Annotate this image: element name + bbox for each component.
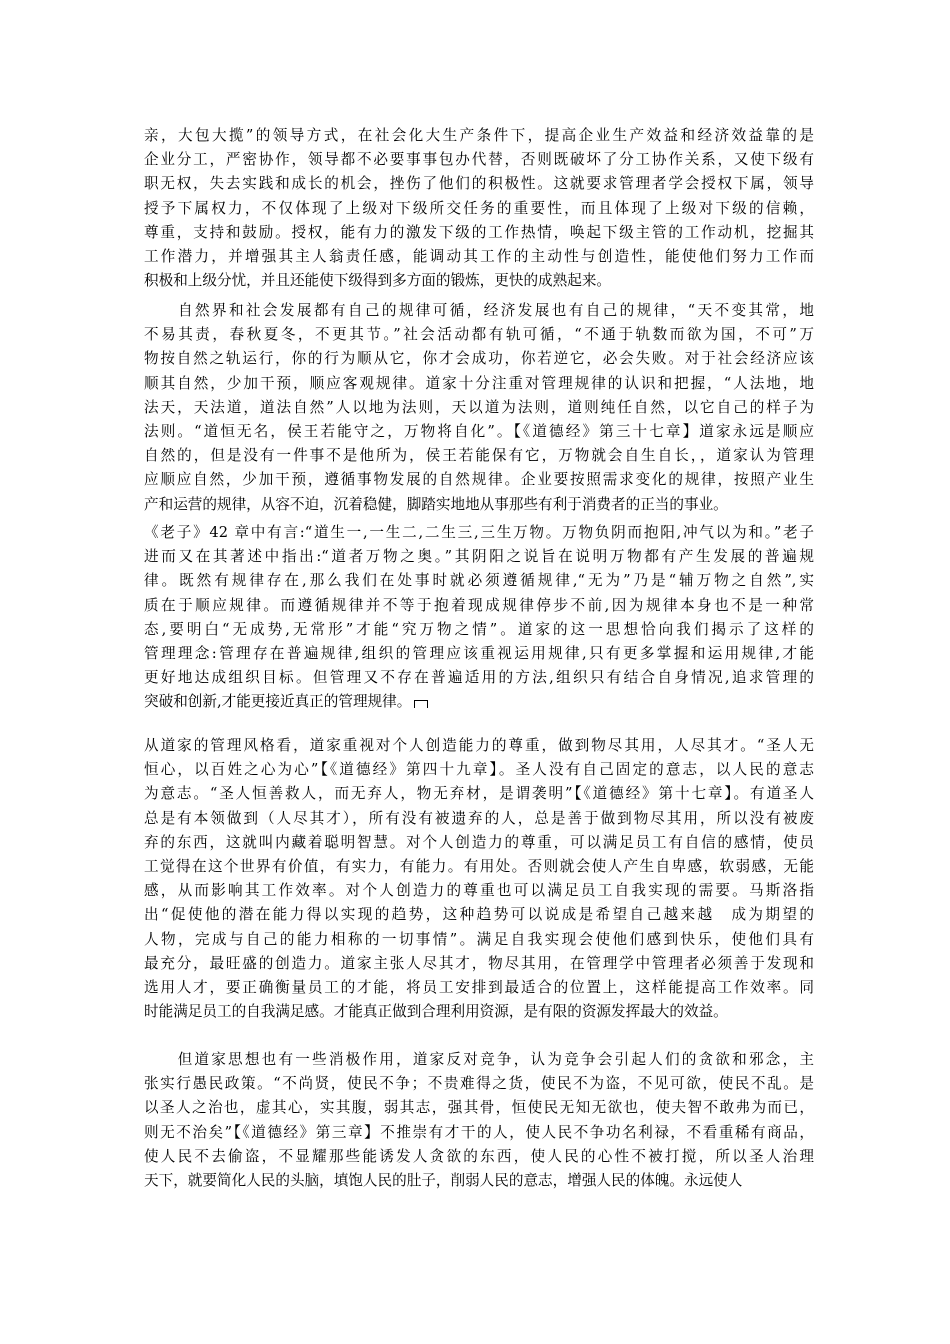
text-line: 顺其自然，少加干预，顺应客观规律。道家十分注重对管理规律的认识和把握，“人法地，地 <box>144 374 814 392</box>
text-line: 授予下属权力，不仅体现了上级对下级所交任务的重要性，而且体现了上级对下级的信赖， <box>144 199 814 217</box>
text-line: 时能满足员工的自我满足感。才能真正做到合理利用资源，是有限的资源发挥最大的效益。 <box>144 1003 728 1021</box>
text-line: 态,要明白“无成势,无常形”才能“究万物之情”。道家的这一思想恰向我们揭示了这样的 <box>144 620 814 638</box>
text-line: 选用人才，要正确衡量员工的才能，将员工安排到最适合的位置上，这样能提高工作效率。同 <box>144 978 814 996</box>
text-line: 进而又在其著述中指出:“道者万物之奥。”其阴阳之说旨在说明万物都有产生发展的普遍规 <box>144 548 814 566</box>
text-line: 亲，大包大揽”的领导方式，在社会化大生产条件下，提高企业生产效益和经济效益靠的是 <box>144 127 814 144</box>
paragraph-negative-effects <box>144 1048 814 1193</box>
text-line: 突破和创新,才能更接近真正的管理规律。 <box>144 690 814 714</box>
text-line: 应顺应自然，少加干预，遵循事物发展的自然规律。企业要按照需求变化的规律，按照产业生 <box>144 471 814 489</box>
text-line: 《老子》42 章中有言:“道生一,一生二,二生三,三生万物。万物负阴而抱阳,冲气以为和。”老子 <box>144 524 814 541</box>
text-line: 法天，天法道，道法自然”人以地为法则，天以道为法则，道则纯任自然，以它自己的样子为 <box>144 398 814 416</box>
text-line: 自然的，但是没有一件事不是他所为，侯王若能保有它，万物就会自生自长，，道家认为管理 <box>144 447 814 465</box>
text-line: 人物，完成与自己的能力相称的一切事情”。满足自我实现会使他们感到快乐，使他们具有 <box>144 930 814 948</box>
text-line: 为意志。“圣人恒善救人，而无弃人，物无弃材，是谓袭明”【《道德经》第十七章】。有道圣人 <box>144 785 814 803</box>
text-line: 使人民不去偷盗，不显耀那些能诱发人贪欲的东西，使人民的心性不被打搅，所以圣人治理 <box>144 1147 814 1165</box>
text-line: 从道家的管理风格看，道家重视对个人创造能力的尊重，做到物尽其用，人尽其才。“圣人无 <box>144 737 814 754</box>
text-line: 以圣人之治也，虚其心，实其腹，弱其志，强其骨，恒使民无知无欲也，使夫智不敢弗为而已， <box>144 1099 814 1117</box>
text-line: 弃的东西，这就叫内藏着聪明智慧。对个人创造力的尊重，可以满足员工有自信的感情，使员 <box>144 833 814 851</box>
text-line: 感，从而影响其工作效率。对个人创造力的尊重也可以满足员工自我实现的需要。马斯洛指 <box>144 882 814 900</box>
text-line: 张实行愚民政策。“不尚贤，使民不争；不贵难得之货，使民不为盗，不见可欲，使民不乱。是 <box>144 1075 814 1093</box>
text-line: 法则。“道恒无名，侯王若能守之，万物将自化”。【《道德经》第三十七章】道家永远是顺应 <box>144 422 814 440</box>
text-line: 质在于顺应规律。而遵循规律并不等于抱着现成规律停步不前,因为规律本身也不是一种常 <box>144 596 814 614</box>
text-line: 恒心，以百姓之心为心”【《道德经》第四十九章】。圣人没有自己固定的意志，以人民的意志 <box>144 761 814 779</box>
text-line: 产和运营的规律，从容不迫，沉着稳健，脚踏实地地从事那些有利于消费者的正当的事业。 <box>144 495 728 513</box>
text-line: 职无权，失去实践和成长的机会，挫伤了他们的积极性。这就要求管理者学会授权下属，领导 <box>144 175 814 193</box>
paragraph-laozi-42 <box>144 521 814 715</box>
text-line: 尊重，支持和鼓励。授权，能有力的激发下级的工作热情，唤起下级主管的工作动机，挖掘其 <box>144 223 814 241</box>
end-mark-icon <box>414 700 428 708</box>
paragraph-natural-law <box>144 299 814 517</box>
text-line: 但道家思想也有一些消极作用，道家反对竞争，认为竞争会引起人们的贪欲和邪念，主 <box>144 1051 814 1068</box>
text-line: 管理理念:管理存在普遍规律,组织的管理应该重视运用规律,只有更多掌握和运用规律,才能 <box>144 644 814 662</box>
text-line: 天下，就要简化人民的头脑，填饱人民的肚子，削弱人民的意志，增强人民的体魄。永远使人 <box>144 1171 743 1189</box>
text-line: 则无不治矣”【《道德经》第三章】不推崇有才干的人，使人民不争功名利禄，不看重稀有商品， <box>144 1123 814 1141</box>
text-line: 总是有本领做到（人尽其才），所有没有被遗弃的人，总是善于做到物尽其用，所以没有被废 <box>144 809 814 827</box>
text-line: 企业分工，严密协作，领导都不必要事事包办代替，否则既破坏了分工协作关系，又使下级有 <box>144 151 814 169</box>
text-line: 更好地达成组织目标。但管理又不存在普遍适用的方法,组织只有结合自身情况,追求管理的 <box>144 669 814 687</box>
text-line: 不易其责，春秋夏冬，不更其节。”社会活动都有轨可循，“不通于轨数而欲为国，不可”万 <box>144 326 814 344</box>
text-line: 工作潜力，并增强其主人翁责任感，能调动其工作的主动性与创造性，能使他们努力工作而 <box>144 247 814 265</box>
text-line: 积极和上级分忧，并且还能使下级得到多方面的锻炼，更快的成熟起来。 <box>144 272 612 290</box>
text-line: 工觉得在这个世界有价值，有实力，有能力。有用处。否则就会使人产生自卑感，软弱感，无能 <box>144 857 814 875</box>
text-line: 出“促使他的潜在能力得以实现的趋势，这种趋势可以说成是希望自己越来越 成为期望的 <box>144 906 814 924</box>
paragraph-talent <box>144 734 814 1024</box>
paragraph-delegation <box>144 124 814 293</box>
text-line: 物按自然之轨运行，你的行为顺从它，你才会成功，你若逆它，必会失败。对于社会经济应该 <box>144 350 814 368</box>
text-line: 最充分，最旺盛的创造力。道家主张人尽其才，物尽其用，在管理学中管理者必须善于发现和 <box>144 954 814 972</box>
text-line: 自然界和社会发展都有自己的规律可循，经济发展也有自己的规律，“天不变其常，地 <box>144 302 814 319</box>
text-line: 律。既然有规律存在,那么我们在处事时就必须遵循规律,“无为”乃是“辅万物之自然”,实 <box>144 572 814 590</box>
